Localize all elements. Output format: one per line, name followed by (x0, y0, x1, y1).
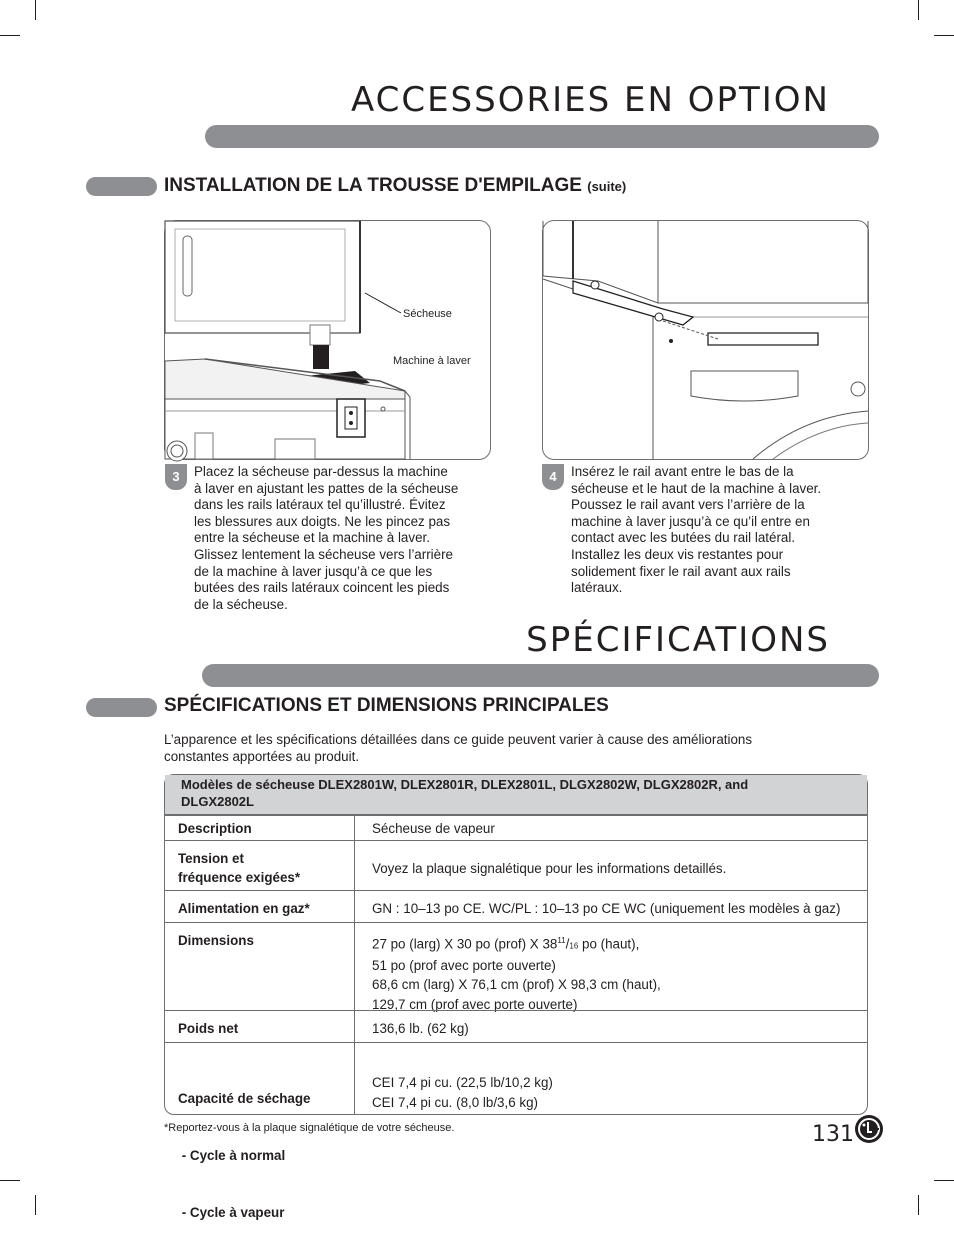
row-label: Alimentation en gaz* (178, 901, 310, 916)
step-4-number: 4 (542, 464, 564, 490)
row-label (178, 849, 300, 887)
step-3-text (194, 464, 458, 613)
text-line: 129,7 cm (prof avec porte ouverte) (372, 996, 578, 1012)
heading-marker (86, 698, 157, 717)
installation-heading-text: INSTALLATION DE LA TROUSSE D'EMPILAGE (164, 175, 582, 196)
table-row (165, 890, 867, 923)
text-line (372, 931, 661, 956)
installation-heading (164, 175, 626, 197)
row-value: GN : 10–13 po CE. WC/PL : 10–13 po CE WC (uniquement les modèles à gaz) (372, 901, 841, 916)
text-line: 51 po (prof avec porte ouverte) (372, 957, 556, 973)
step-4-text (571, 464, 821, 597)
text-line: L’apparence et les spécifications détaillées dans ce guide peuvent varier à cause des améliorations (164, 732, 753, 747)
text-line: Installez les deux vis restantes pour (571, 546, 784, 562)
text-line: sécheuse et le haut de la machine à laver. (571, 480, 822, 496)
row-value: Voyez la plaque signalétique pour les informations detaillés. (372, 861, 727, 876)
crop-mark (0, 1180, 20, 1181)
crop-mark (934, 35, 954, 36)
text-line: Placez la sécheuse par-dessus la machine (194, 464, 448, 479)
lg-logo-icon (854, 1114, 884, 1144)
crop-mark (918, 0, 919, 20)
figure-label-washer: Machine à laver (393, 355, 471, 367)
text-line: CEI 7,4 pi cu. (22,5 lb/10,2 kg) (372, 1075, 553, 1090)
text-line: dans les rails latéraux tel qu’illustré. Évitez (194, 497, 446, 513)
dim-text: 27 po (larg) X 30 po (prof) X 38 (372, 936, 558, 952)
dryer-on-washer-illustration (165, 221, 490, 459)
crop-mark (934, 1180, 954, 1181)
row-label: Poids net (178, 1021, 239, 1036)
text-line: de la sécheuse. (194, 596, 288, 612)
text-line: Capacité de séchage (178, 1091, 311, 1106)
spec-table-header (165, 775, 867, 815)
dim-text: po (haut), (578, 936, 640, 952)
text-line: Poussez le rail avant vers l’arrière de la (571, 497, 805, 513)
fraction-slash: / (565, 936, 570, 952)
text-line: machine à laver jusqu’à ce qu’il entre en (571, 513, 810, 529)
row-label: Dimensions (178, 933, 254, 948)
page-number: 131 (812, 1122, 854, 1147)
text-line: Glissez lentement la sécheuse vers l’arrière (194, 546, 453, 562)
text-line: à laver en ajustant les pattes de la sécheuse (194, 480, 459, 496)
table-row (165, 840, 867, 891)
text-line: - Cycle à normal (178, 1148, 286, 1163)
table-row (165, 815, 867, 841)
text-line: Insérez le rail avant entre le bas de la (571, 464, 794, 479)
figure-step-3 (164, 220, 491, 460)
step-3-number: 3 (165, 464, 187, 490)
text-line: CEI 7,4 pi cu. (8,0 lb/3,6 kg) (372, 1094, 538, 1110)
footnote: *Reportez-vous à la plaque signalétique de votre sécheuse. (164, 1122, 455, 1134)
text-line: - Cycle à vapeur (178, 1205, 285, 1220)
table-row (165, 922, 867, 1011)
installation-heading-suffix: (suite) (587, 179, 627, 194)
text-line: solidement fixer le rail avant aux rails (571, 563, 791, 579)
figure-step-4 (542, 220, 869, 460)
row-label (178, 1051, 310, 1260)
text-line: les blessures aux doigts. Ne les pincez pas (194, 513, 451, 529)
text-line: 68,6 cm (larg) X 76,1 cm (prof) X 98,3 cm (haut), (372, 977, 661, 993)
specifications-title: SPÉCIFICATIONS (526, 620, 830, 660)
row-value: Sécheuse de vapeur (372, 821, 495, 836)
text-line: butées des rails latéraux coincent les pieds (194, 580, 450, 596)
heading-marker (86, 177, 157, 196)
text-line: constantes apportées au produit. (164, 748, 360, 764)
figure-label-dryer: Sécheuse (403, 308, 452, 320)
text-line: latéraux. (571, 580, 623, 596)
crop-mark (35, 1195, 36, 1215)
table-row (165, 1010, 867, 1043)
row-value (372, 931, 661, 1014)
crop-mark (35, 0, 36, 20)
row-label: Description (178, 821, 252, 836)
text-line: fréquence exigées* (178, 870, 301, 885)
text-line: de la machine à laver jusqu’à ce que les (194, 563, 433, 579)
accessories-title: ACCESSORIES EN OPTION (350, 80, 830, 120)
fraction-denominator: 16 (569, 941, 579, 951)
front-rail-illustration (543, 221, 868, 459)
crop-mark (0, 35, 20, 36)
text-line: DLGX2802L (181, 794, 254, 809)
crop-mark (918, 1195, 919, 1215)
text-line: contact avec les butées du rail latéral. (571, 530, 796, 546)
row-value (372, 1073, 553, 1112)
text-line: Tension et (178, 851, 244, 866)
specs-heading: SPÉCIFICATIONS ET DIMENSIONS PRINCIPALES (164, 695, 609, 716)
row-value: 136,6 lb. (62 kg) (372, 1021, 469, 1036)
specs-intro (164, 732, 752, 765)
lg-logo (854, 1114, 884, 1144)
text-line: Modèles de sécheuse DLEX2801W, DLEX2801R, DLEX2801L, DLGX2802W, DLGX2802R, and (181, 777, 749, 792)
text-line: entre la sécheuse et la machine à laver. (194, 530, 430, 546)
section-divider-bar (205, 125, 879, 148)
section-divider-bar (202, 664, 879, 687)
fraction-numerator: 11 (557, 936, 566, 945)
